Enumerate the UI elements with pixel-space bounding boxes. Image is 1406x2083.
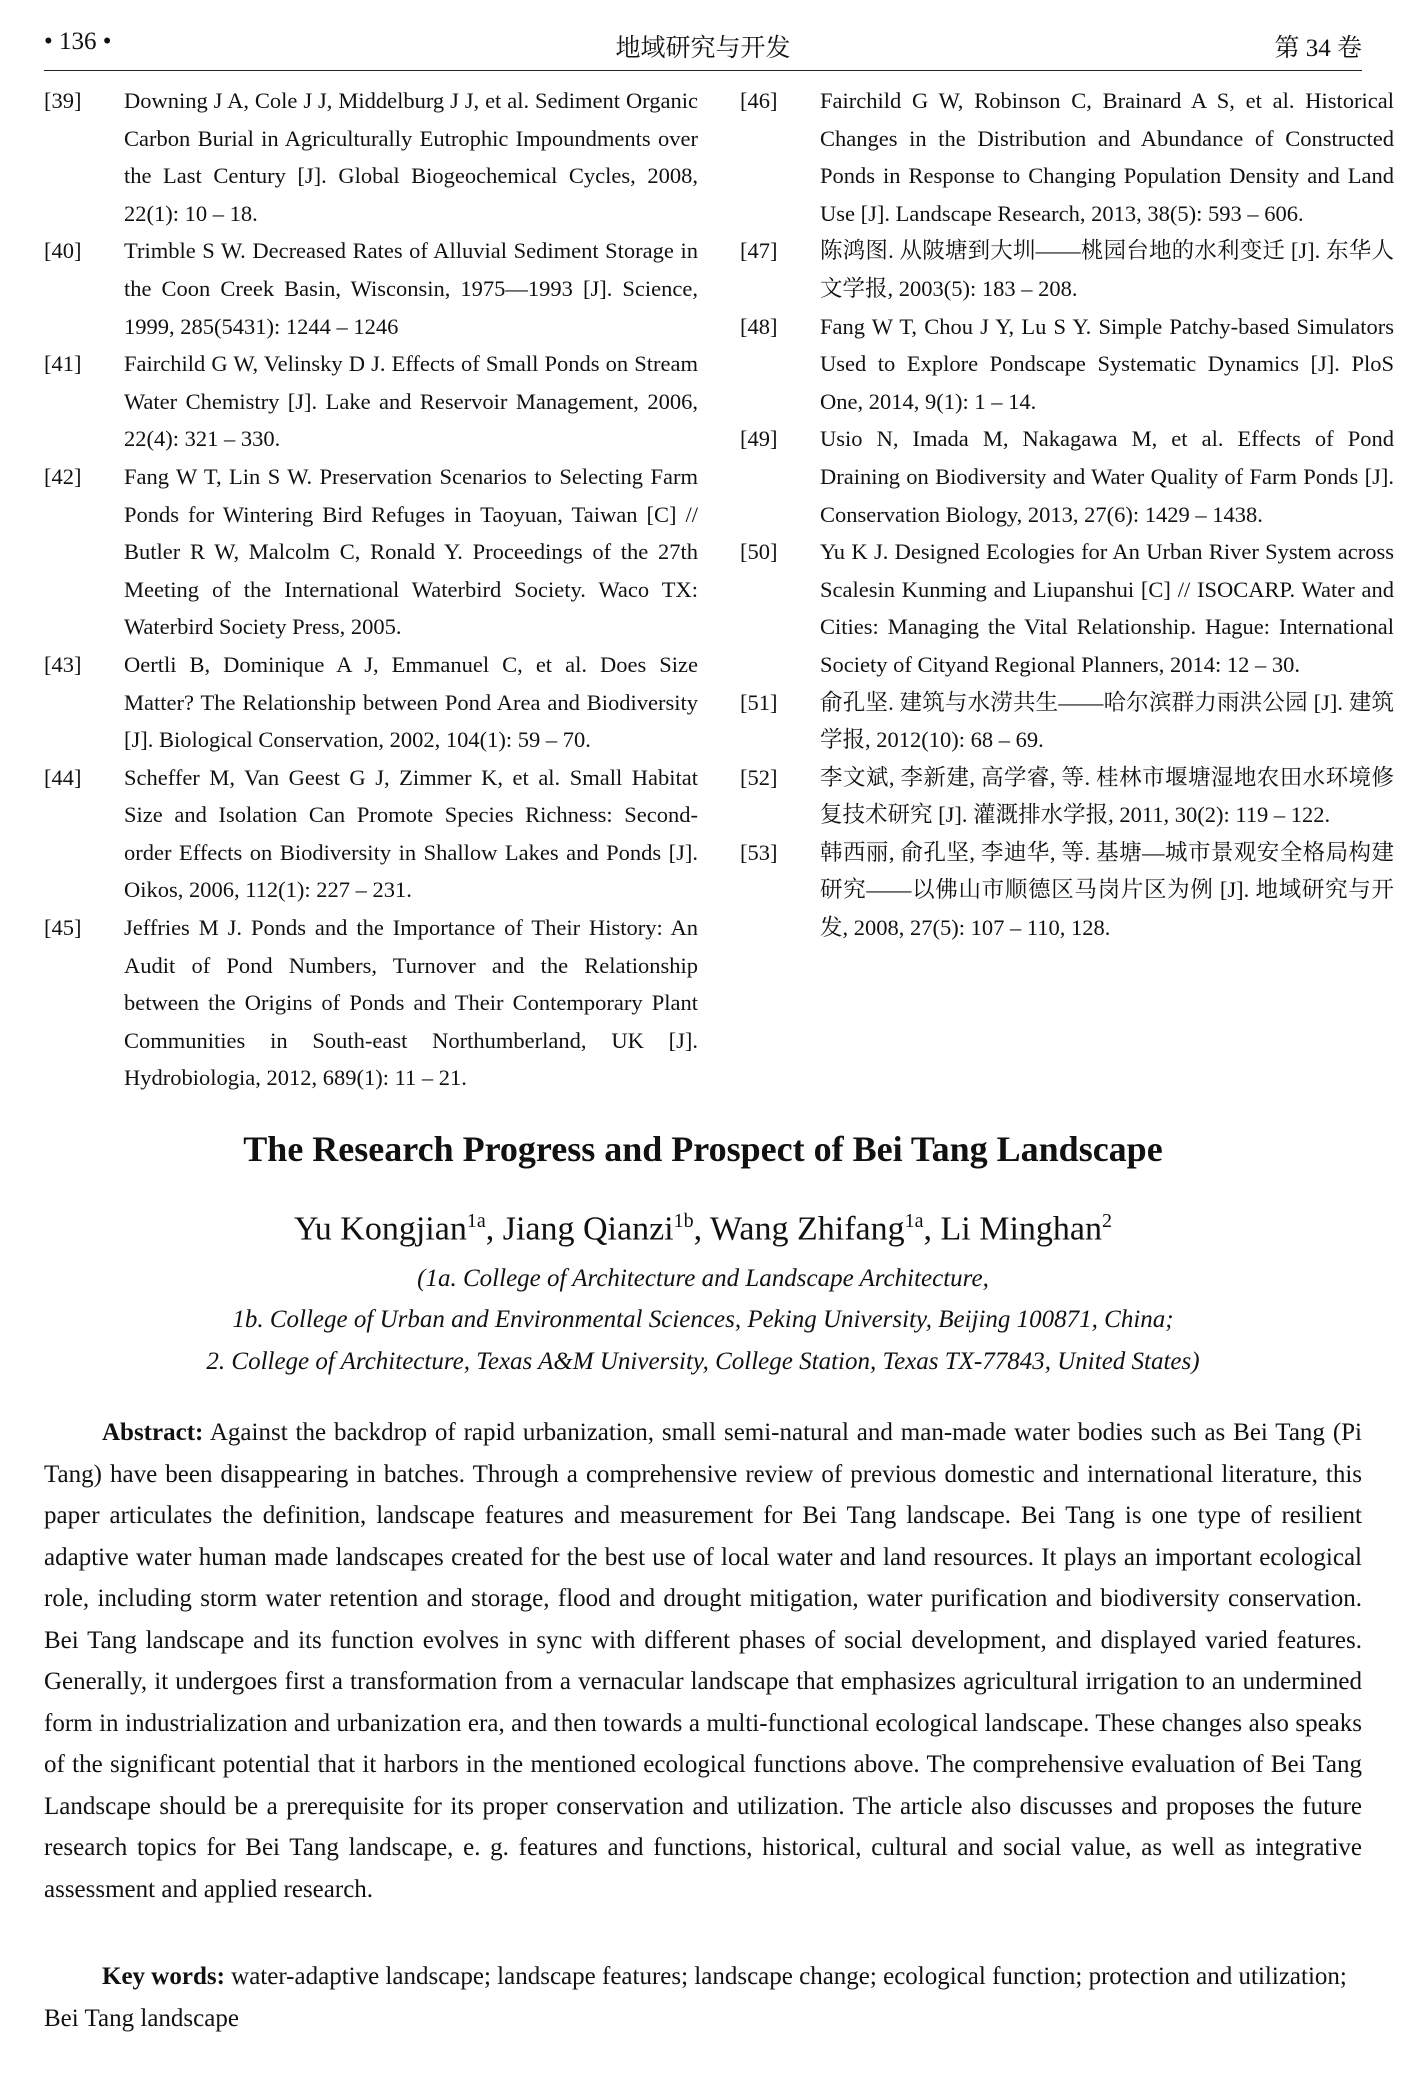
author-name: Li Minghan — [940, 1210, 1102, 1248]
reference-number: [42] — [44, 463, 82, 489]
paper-title: The Research Progress and Prospect of Bei Tang Landscape — [243, 1129, 1163, 1169]
reference-number: [49] — [740, 426, 778, 452]
reference-text: 陈鸿图. 从陂塘到大圳——桃园台地的水利变迁 [J]. 东华人文学报, 2003(5): 183 – 208. — [820, 238, 1394, 301]
reference-text: Scheffer M, Van Geest G J, Zimmer K, et al. Small Habitat Size and Isolation Can Promote Species Richness: Second-order Effects on Biodiversity in Shallow Lakes and Ponds [J]. Oikos, 2006, 112(1): 227 – 231. — [124, 764, 698, 903]
reference-item — [44, 345, 698, 458]
author-name: Jiang Qianzi — [502, 1210, 674, 1248]
reference-number: [43] — [44, 651, 82, 677]
reference-item — [44, 646, 698, 759]
abstract-label: Abstract: — [102, 1419, 204, 1446]
reference-number: [40] — [44, 238, 82, 264]
page-number: • 136 • — [44, 28, 112, 55]
reference-item — [740, 308, 1394, 421]
reference-item — [44, 909, 698, 1097]
header-rule — [44, 70, 1362, 71]
reference-text: Fairchild G W, Velinsky D J. Effects of Small Ponds on Stream Water Chemistry [J]. Lake and Reservoir Management, 2006, 22(4): 321 – 330. — [124, 351, 698, 452]
author-list — [0, 1210, 1406, 1248]
reference-text: 俞孔坚. 建筑与水涝共生——哈尔滨群力雨洪公园 [J]. 建筑学报, 2012(10): 68 – 69. — [820, 689, 1394, 753]
reference-text: Yu K J. Designed Ecologies for An Urban River System across Scalesin Kunming and Liupanshui [C] // ISOCARP. Water and Cities: Managing the Vital Relationship. Hague: International Society of Cityand Regional Planners, 2014: 12 – 30. — [820, 539, 1394, 677]
reference-item — [740, 759, 1394, 834]
reference-number: [39] — [44, 88, 82, 113]
reference-number: [46] — [740, 88, 778, 113]
reference-text: Usio N, Imada M, Nakagawa M, et al. Effects of Pond Draining on Biodiversity and Water Quality of Farm Ponds [J]. Conservation Biology, 2013, 27(6): 1429 – 1438. — [820, 426, 1394, 527]
reference-item — [740, 533, 1394, 683]
keywords — [44, 1956, 1362, 2039]
keywords-text: water-adaptive landscape; landscape features; landscape change; ecological function; protection and utilization; Bei Tang landscape — [44, 1963, 1347, 2032]
author-separator: , — [485, 1210, 503, 1248]
reference-item — [44, 82, 698, 232]
reference-item — [740, 82, 1394, 232]
reference-number: [47] — [740, 238, 778, 264]
reference-number: [48] — [740, 313, 778, 339]
reference-number: [41] — [44, 351, 82, 377]
author-separator: , — [923, 1210, 941, 1248]
affiliation-1a: (1a. College of Architecture and Landscape Architecture, — [417, 1265, 989, 1292]
reference-text: Jeffries M J. Ponds and the Importance of Their History: An Audit of Pond Numbers, Turnover and the Relationship between the Origins of Ponds and Their Contemporary Plant Communities in South-east Northumberland, UK [J]. Hydrobiologia, 2012, 689(1): 11 – 21. — [124, 915, 698, 1091]
reference-text: 李文斌, 李新建, 高学睿, 等. 桂林市堰塘湿地农田水环境修复技术研究 [J]. 灌溉排水学报, 2011, 30(2): 119 – 122. — [820, 764, 1394, 828]
author-separator: , — [693, 1210, 711, 1248]
reference-text: Fang W T, Chou J Y, Lu S Y. Simple Patchy-based Simulators Used to Explore Pondscape Systematic Dynamics [J]. PloS One, 2014, 9(1): 1 – 14. — [820, 313, 1394, 414]
reference-item — [740, 834, 1394, 947]
reference-item — [44, 759, 698, 909]
volume-label: 第 34 卷 — [1274, 35, 1362, 62]
reference-item — [740, 232, 1394, 307]
running-header — [44, 24, 1362, 68]
affiliation-1b: 1b. College of Urban and Environmental Sciences, Peking University, Beijing 100871, China; — [232, 1306, 1174, 1333]
author-affiliation-mark: 1a — [466, 1210, 486, 1232]
keywords-label: Key words: — [102, 1963, 225, 1990]
reference-number: [53] — [740, 839, 778, 865]
author-affiliation-mark: 2 — [1101, 1210, 1112, 1232]
author-name: Yu Kongjian — [294, 1210, 467, 1248]
reference-number: [44] — [44, 764, 82, 790]
reference-item — [740, 420, 1394, 533]
reference-item — [740, 684, 1394, 759]
reference-number: [52] — [740, 764, 778, 790]
affiliation-2: 2. College of Architecture, Texas A&M University, College Station, Texas TX-77843, United States) — [206, 1348, 1200, 1375]
abstract — [44, 1412, 1362, 1910]
author-affiliation-mark: 1a — [904, 1210, 924, 1232]
abstract-text: Against the backdrop of rapid urbanization, small semi-natural and man-made water bodies such as Bei Tang (Pi Tang) have been disappearing in batches. Through a comprehensive review of previous domestic and international literature, this paper articulates the definition, landscape features and measurement for Bei Tang landscape. Bei Tang is one type of resilient adaptive water human made landscapes created for the best use of local water and land resources. It plays an important ecological role, including storm water retention and storage, flood and drought mitigation, water purification and biodiversity conservation. Bei Tang landscape and its function evolves in sync with different phases of social development, and displayed varied features. Generally, it undergoes first a transformation from a vernacular landscape that emphasizes agricultural irrigation to an undermined form in industrialization and urbanization era, and then towards a multi-functional ecological landscape. These changes also speaks of the significant potential that it harbors in the mentioned ecological functions above. The comprehensive evaluation of Bei Tang Landscape should be a prerequisite for its proper conservation and utilization. The article also discusses and proposes the future research topics for Bei Tang landscape, e. g. features and functions, historical, cultural and social value, as well as integrative assessment and applied research. — [44, 1419, 1362, 1903]
references-left-column — [44, 82, 698, 1097]
references-right-column — [740, 82, 1394, 947]
reference-number: [50] — [740, 539, 778, 565]
reference-text: Trimble S W. Decreased Rates of Alluvial Sediment Storage in the Coon Creek Basin, Wisconsin, 1975—1993 [J]. Science, 1999, 285(5431): 1244 – 1246 — [124, 238, 698, 339]
reference-item — [44, 458, 698, 646]
author-affiliation-mark: 1b — [673, 1210, 694, 1232]
reference-item — [44, 232, 698, 345]
reference-text: Fang W T, Lin S W. Preservation Scenarios to Selecting Farm Ponds for Wintering Bird Refuges in Taoyuan, Taiwan [C] // Butler R W, Malcolm C, Ronald Y. Proceedings of the 27th Meeting of the International Waterbird Society. Waco TX: Waterbird Society Press, 2005. — [124, 463, 698, 640]
reference-number: [45] — [44, 915, 82, 941]
author-name: Wang Zhifang — [710, 1210, 905, 1248]
reference-text: Fairchild G W, Robinson C, Brainard A S, et al. Historical Changes in the Distribution and Abundance of Constructed Ponds in Response to Changing Population Density and Land Use [J]. Landscape Research, 2013, 38(5): 593 – 606. — [820, 88, 1394, 226]
reference-text: Oertli B, Dominique A J, Emmanuel C, et al. Does Size Matter? The Relationship between Pond Area and Biodiversity [J]. Biological Conservation, 2002, 104(1): 59 – 70. — [124, 651, 698, 753]
reference-number: [51] — [740, 689, 778, 715]
journal-name: 地域研究与开发 — [615, 35, 791, 62]
reference-text: Downing J A, Cole J J, Middelburg J J, et al. Sediment Organic Carbon Burial in Agriculturally Eutrophic Impoundments over the Last Century [J]. Global Biogeochemical Cycles, 2008, 22(1): 10 – 18. — [124, 88, 698, 226]
reference-text: 韩西丽, 俞孔坚, 李迪华, 等. 基塘—城市景观安全格局构建研究——以佛山市顺德区马岗片区为例 [J]. 地域研究与开发, 2008, 27(5): 107 – 110, 128. — [820, 839, 1394, 941]
